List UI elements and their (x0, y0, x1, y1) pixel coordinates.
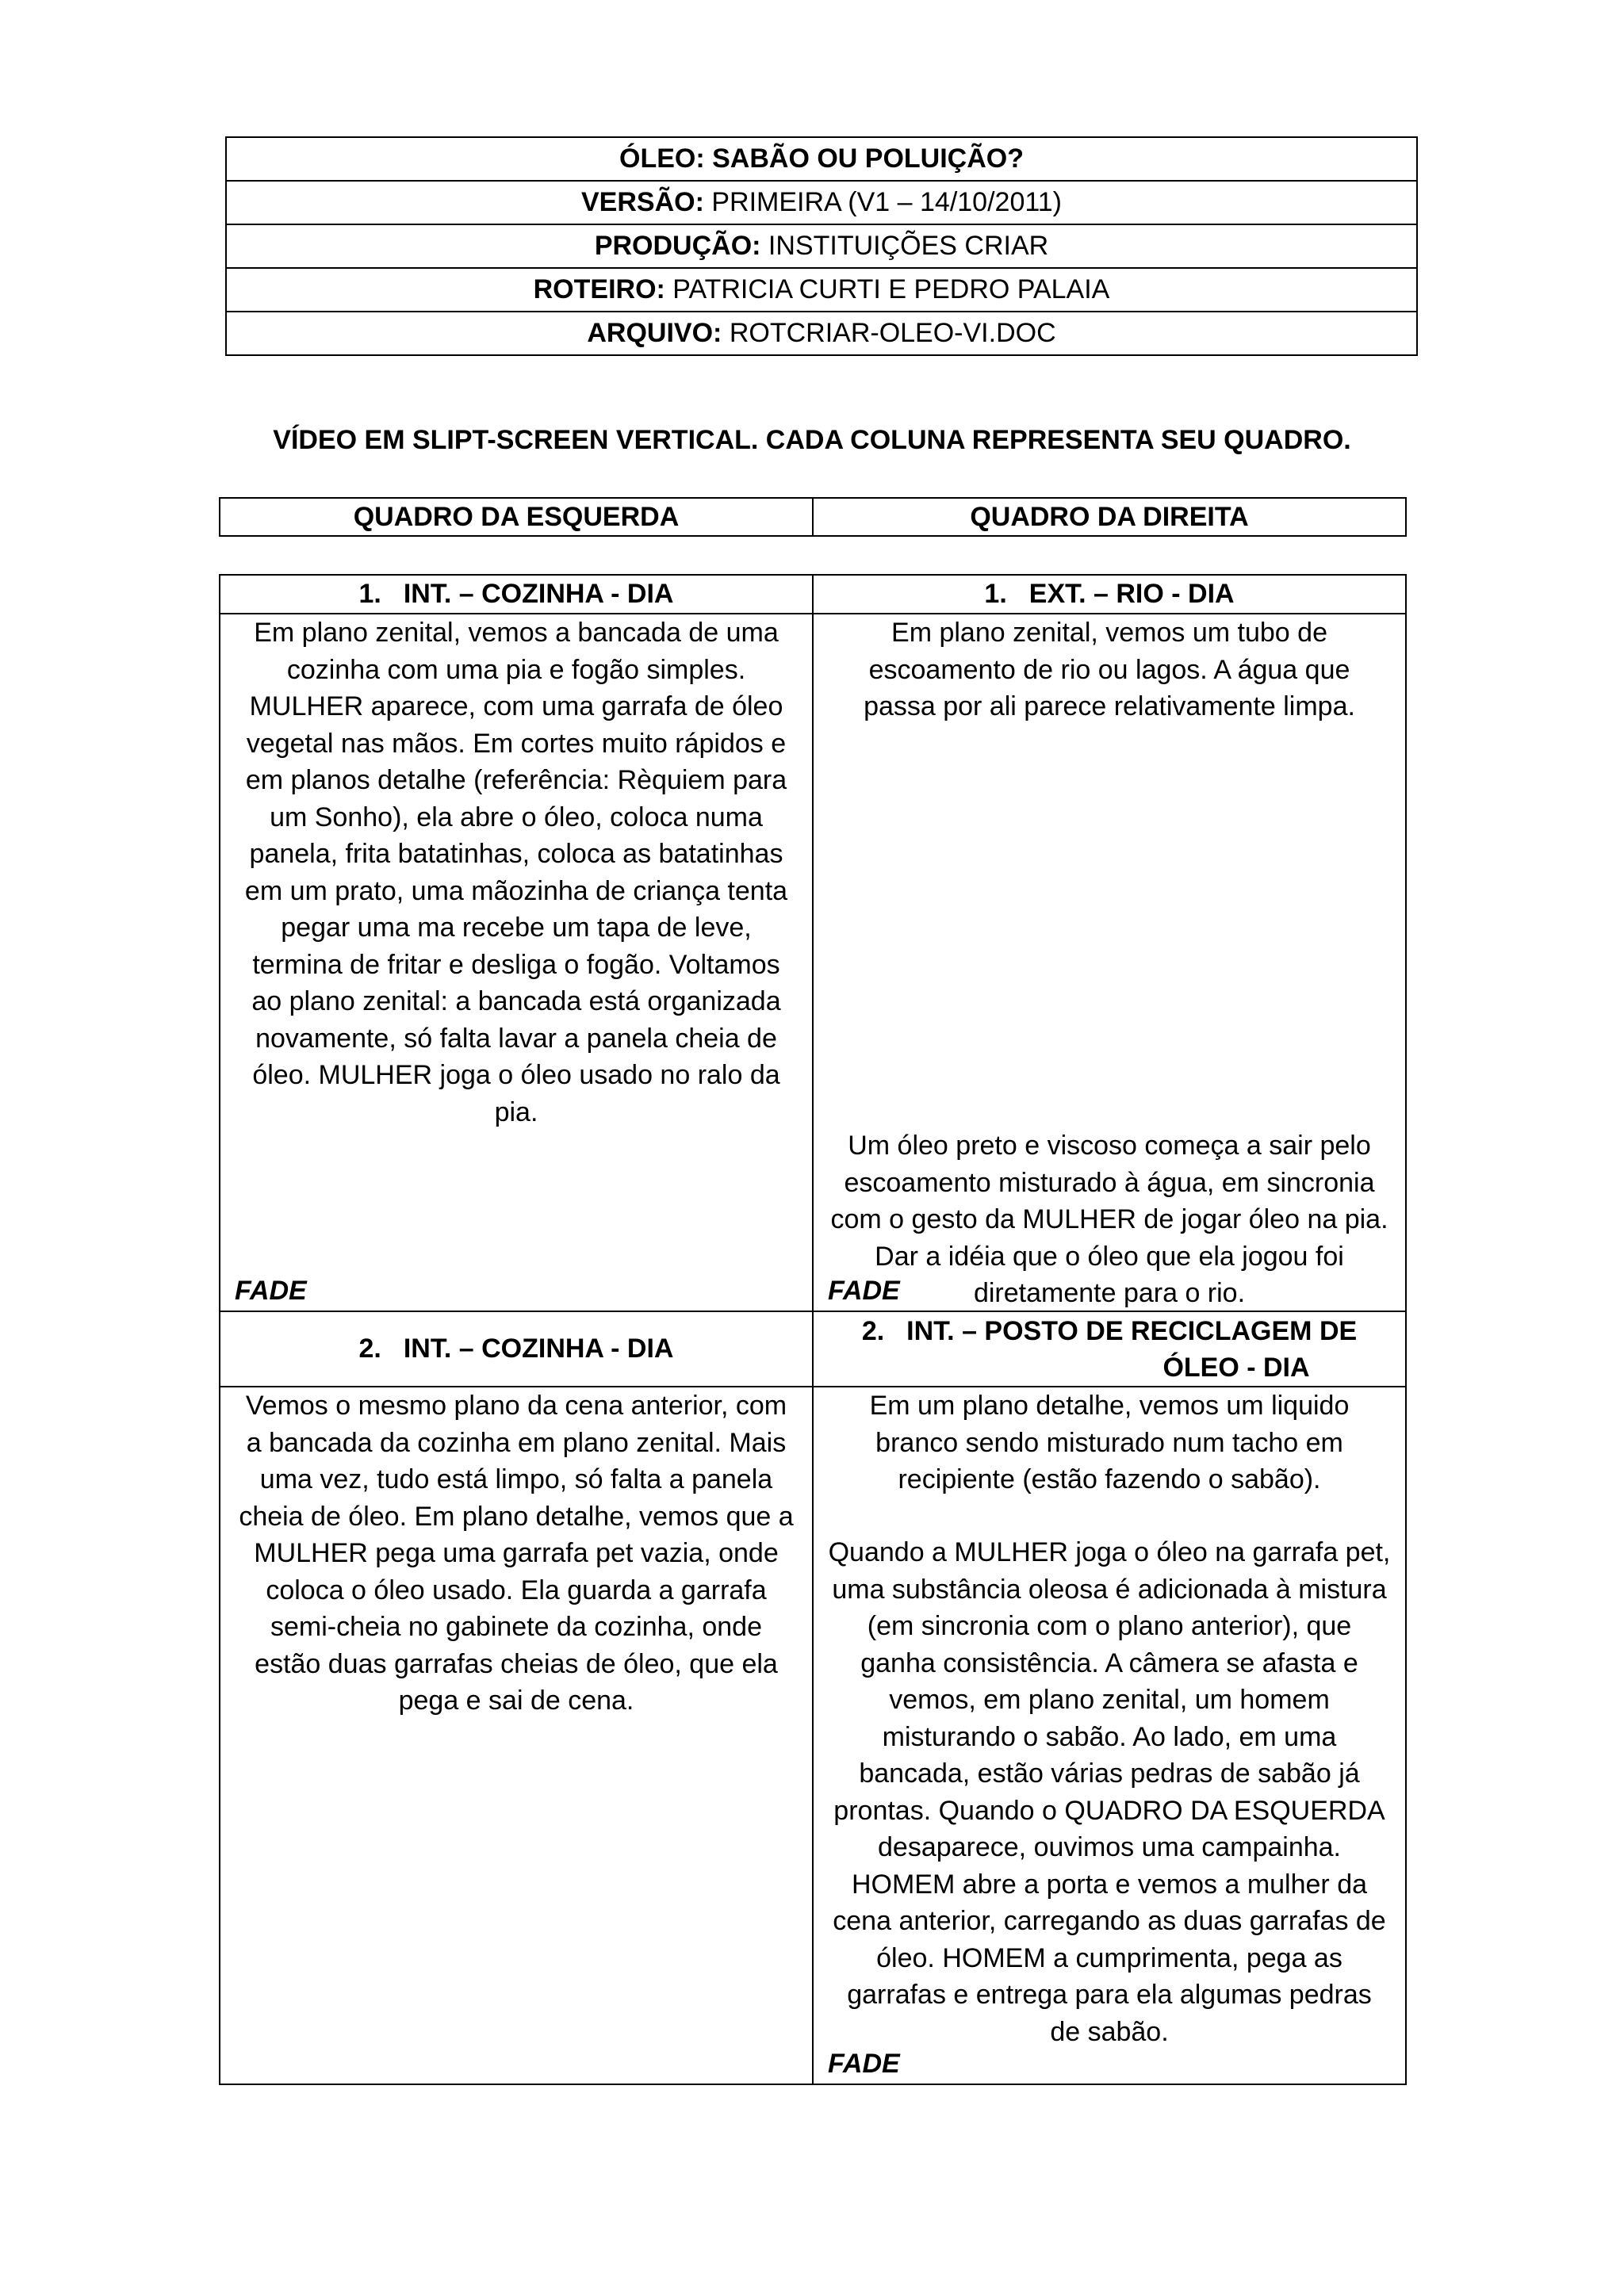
script-row: ROTEIRO: PATRICIA CURTI E PEDRO PALAIA (226, 268, 1417, 312)
scene-2-right-body (813, 1387, 1406, 2084)
scene-2-right-description-2: Quando a MULHER joga o óleo na garrafa pet, uma substância oleosa é adicionada à mistura (em sincronia com o plano anterior), que ganha consistência. A câmera se afasta e vemos, em plano zenital, um homem misturando o sabão. Ao lado, em uma bancada, estão várias pedras de sabão já prontas. Quando o QUADRO DA ESQUERDA desaparece, ouvimos uma campainha. HOMEM abre a porta e vemos a mulher da cena anterior, carregando as duas garrafas de óleo. HOMEM a cumprimenta, pega as garrafas e entrega para ela algumas pedras de sabão. (828, 1537, 1391, 2047)
scene-2-body-row (220, 1387, 1406, 2084)
scene-1-left-heading: 1. INT. – COZINHA - DIA (220, 575, 813, 614)
scene-2-right-description: Em um plano detalhe, vemos um liquido branco sendo misturado num tacho em recipiente (estão fazendo o sabão). (869, 1391, 1350, 1494)
scene-2-left-heading: 2. INT. – COZINHA - DIA (220, 1311, 813, 1387)
split-screen-instruction: VÍDEO EM SLIPT-SCREEN VERTICAL. CADA COLUNA REPRESENTA SEU QUADRO. (273, 425, 1351, 455)
right-column-header: QUADRO DA DIREITA (813, 498, 1406, 536)
version-row: VERSÃO: PRIMEIRA (V1 – 14/10/2011) (226, 181, 1417, 224)
scene-1-body-row (220, 614, 1406, 1311)
scene-1-heading-row (220, 575, 1406, 614)
columns-header-table (219, 497, 1407, 537)
production-row: PRODUÇÃO: INSTITUIÇÕES CRIAR (226, 224, 1417, 268)
scene-2-heading-row (220, 1311, 1406, 1387)
left-column-header: QUADRO DA ESQUERDA (220, 498, 813, 536)
file-row: ARQUIVO: ROTCRIAR-OLEO-VI.DOC (226, 312, 1417, 355)
scene-2-right-heading: 2. INT. – POSTO DE RECICLAGEM DE ÓLEO - DIA (813, 1311, 1406, 1387)
fade-transition: FADE (828, 2049, 900, 2079)
scene-1-left-description: Em plano zenital, vemos a bancada de uma cozinha com uma pia e fogão simples. MULHER aparece, com uma garrafa de óleo vegetal nas mãos. Em cortes muito rápidos e em planos detalhe (referência: Rèquiem para um Sonho), ela abre o óleo, coloca numa panela, frita batatinhas, coloca as batatinhas em um prato, uma mãozinha de criança tenta pegar uma ma recebe um tapa de leve, termina de fritar e desliga o fogão. Voltamos ao plano zenital: a bancada está organizada novamente, só falta lavar a panela cheia de óleo. MULHER joga o óleo usado no ralo da pia. (244, 618, 788, 1127)
scene-2-left-description: Vemos o mesmo plano da cena anterior, com a bancada da cozinha em plano zenital. Mais uma vez, tudo está limpo, só falta a panela cheia de óleo. Em plano detalhe, vemos que a MULHER pega uma garrafa pet vazia, onde coloca o óleo usado. Ela guarda a garrafa semi-cheia no gabinete da cozinha, onde estão duas garrafas cheias de óleo, que ela pega e sai de cena. (239, 1391, 794, 1716)
scene-2-left-body (220, 1387, 813, 2084)
scene-1-right-description-2: Um óleo preto e viscoso começa a sair pelo escoamento misturado à água, em sincronia com o gesto da MULHER de jogar óleo na pia. Dar a idéia que o óleo que ela jogou foi diretamente para o rio. (830, 1131, 1388, 1308)
fade-transition: FADE (828, 1276, 900, 1306)
document-title: ÓLEO: SABÃO OU POLUIÇÃO? (226, 137, 1417, 181)
scene-1-right-heading: 1. EXT. – RIO - DIA (813, 575, 1406, 614)
header-table (225, 136, 1418, 356)
scene-1-left-body (220, 614, 813, 1311)
fade-transition: FADE (235, 1276, 307, 1306)
scene-1-right-description: Em plano zenital, vemos um tubo de escoamento de rio ou lagos. A água que passa por ali parece relativamente limpa. (864, 618, 1355, 721)
scenes-table (219, 574, 1407, 2085)
scene-1-right-body (813, 614, 1406, 1311)
